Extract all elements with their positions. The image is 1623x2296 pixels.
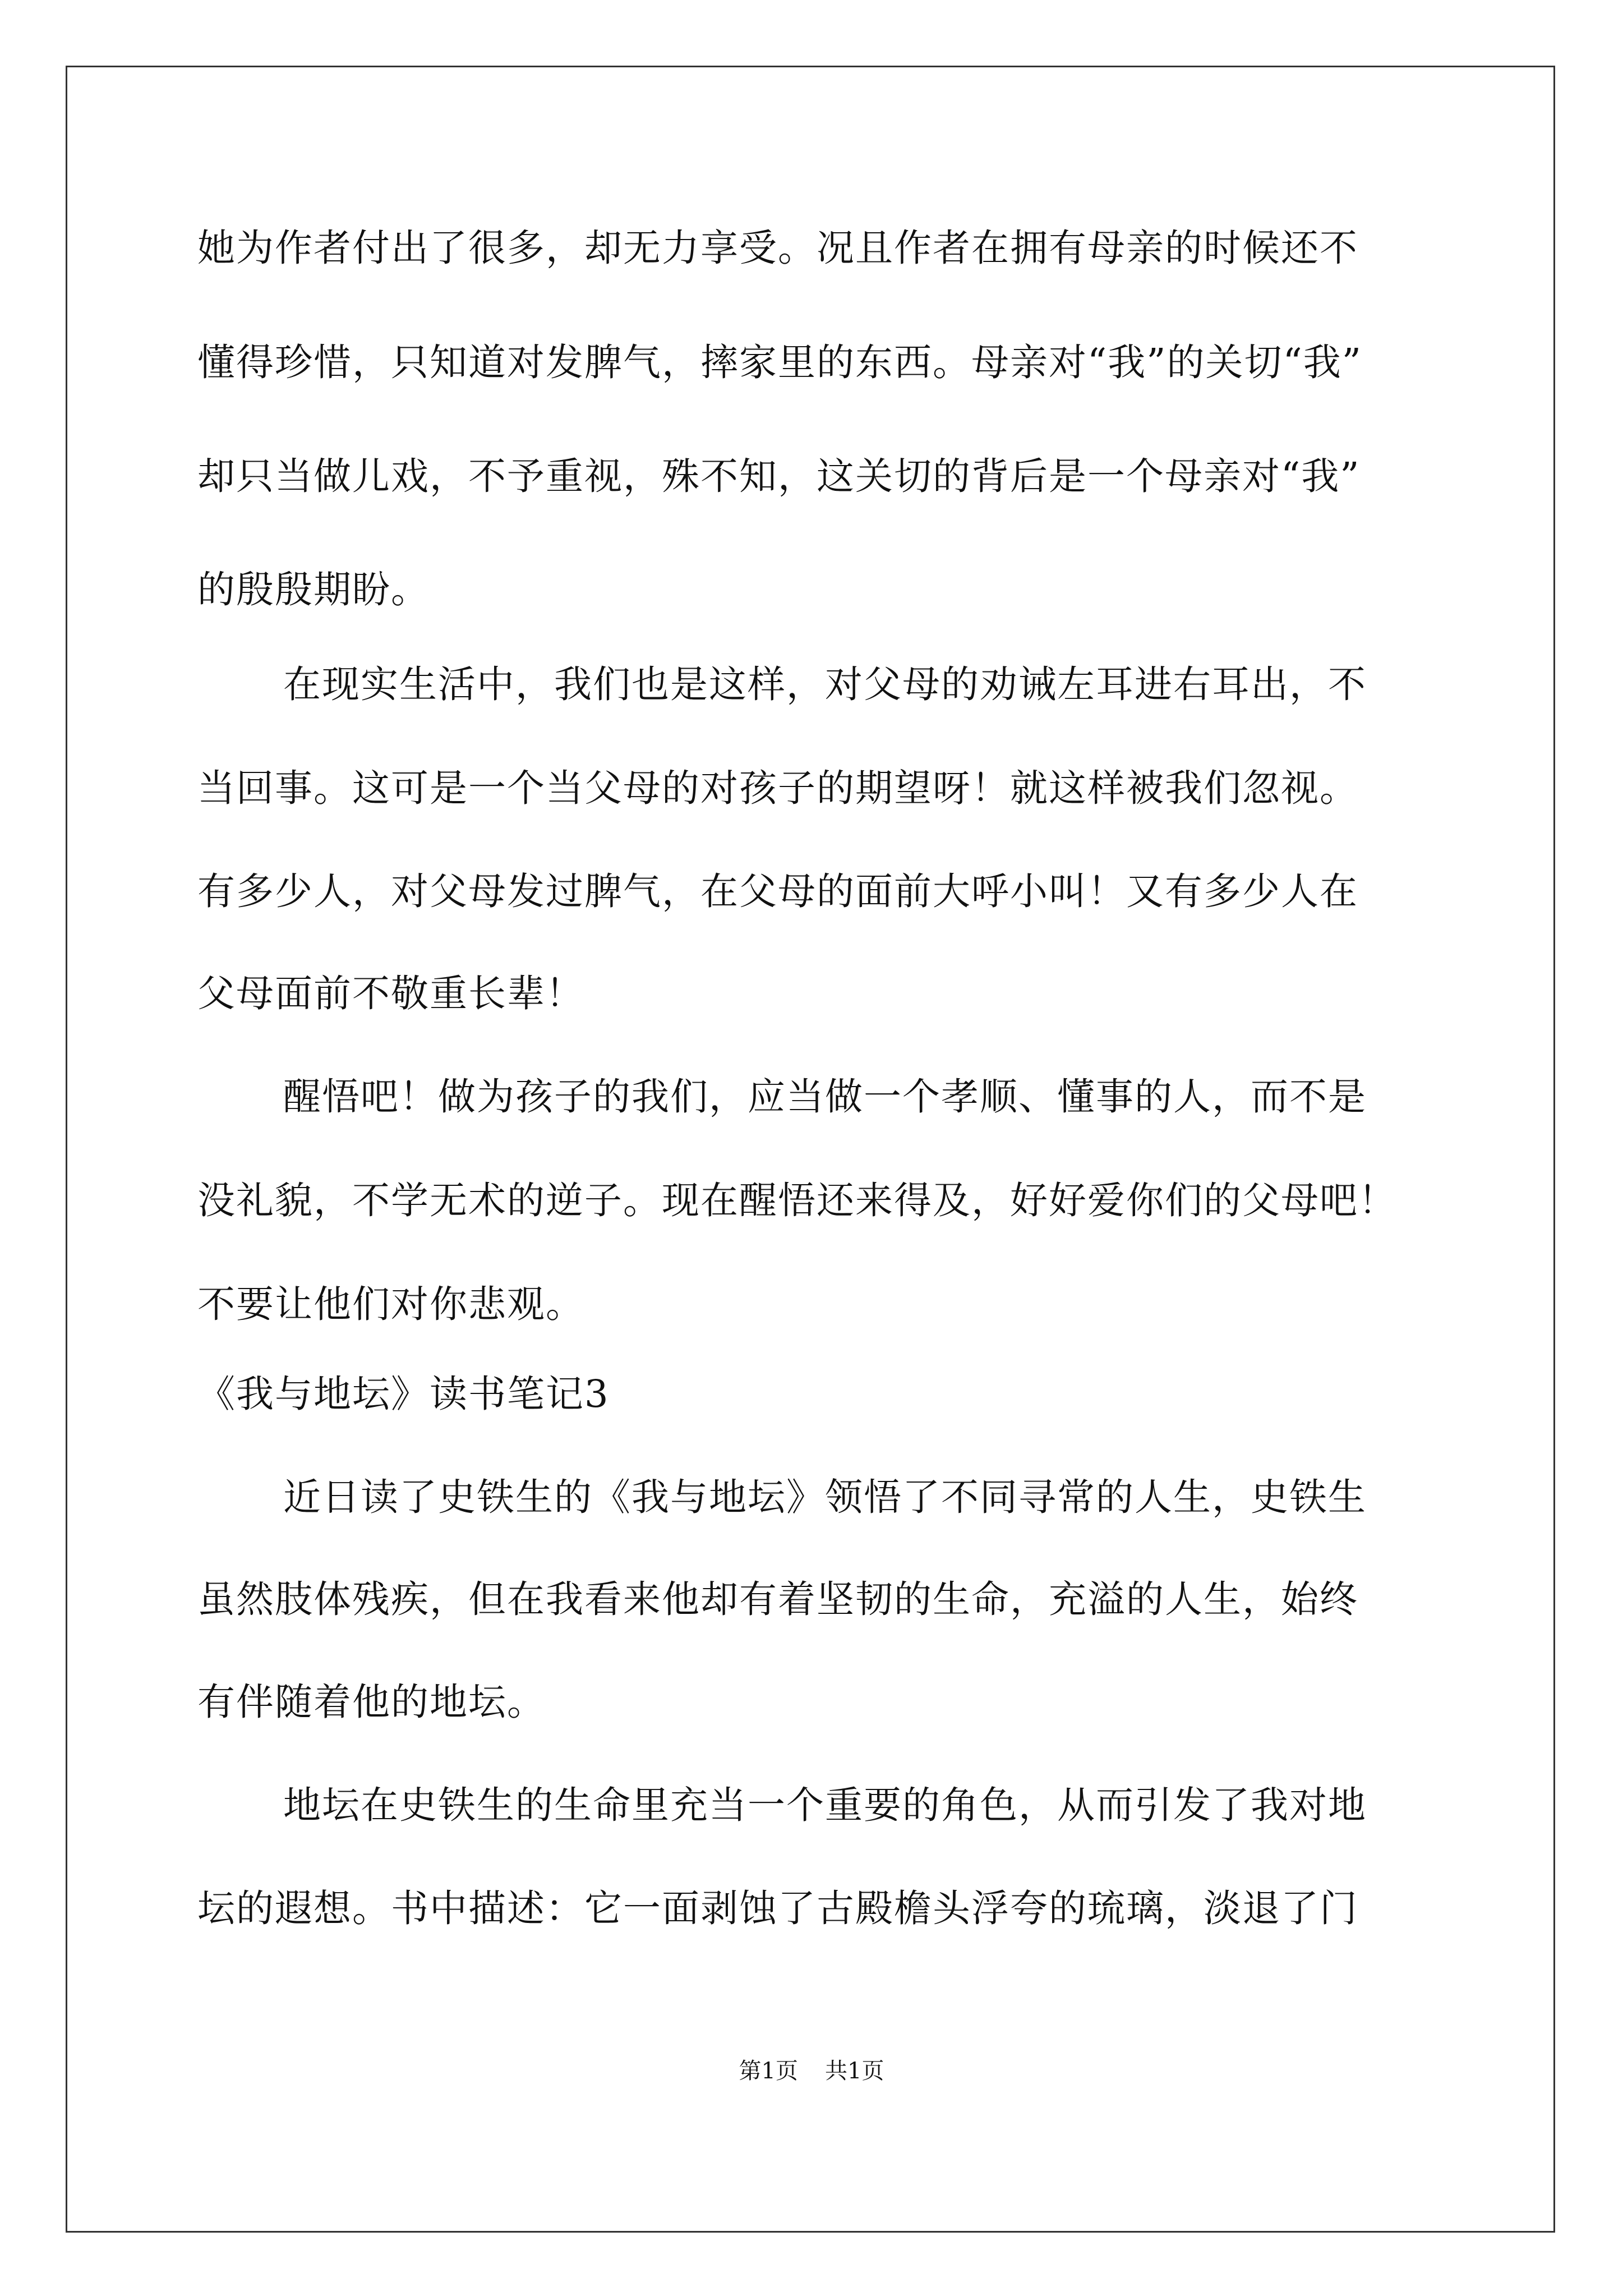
body-line: 当回事。这可是一个当父母的对孩子的期望呀！就这样被我们忽视。 xyxy=(197,766,1358,810)
page-number-total: 共1页 xyxy=(825,2058,884,2084)
body-line: 地坛在史铁生的生命里充当一个重要的角色，从而引发了我对地 xyxy=(283,1783,1367,1827)
page-footer xyxy=(0,2054,1623,2088)
body-line: 醒悟吧！做为孩子的我们，应当做一个孝顺、懂事的人，而不是 xyxy=(283,1075,1367,1119)
body-line: 近日读了史铁生的《我与地坛》领悟了不同寻常的人生，史铁生 xyxy=(283,1475,1367,1519)
body-line: 懂得珍惜，只知道对发脾气，摔家里的东西。母亲对“我”的关切“我” xyxy=(197,341,1363,384)
body-line: 不要让他们对你悲观。 xyxy=(197,1282,584,1326)
body-line: 虽然肢体残疾，但在我看来他却有着坚韧的生命，充溢的人生，始终 xyxy=(197,1577,1358,1621)
body-line: 坛的遐想。书中描述：它一面剥蚀了古殿檐头浮夸的琉璃，淡退了门 xyxy=(197,1887,1358,1930)
body-line: 有多少人，对父母发过脾气，在父母的面前大呼小叫！又有多少人在 xyxy=(197,869,1358,913)
body-line: 在现实生活中，我们也是这样，对父母的劝诫左耳进右耳出，不 xyxy=(283,662,1367,706)
body-line: 的殷殷期盼。 xyxy=(197,568,430,611)
body-line: 没礼貌，不学无术的逆子。现在醒悟还来得及，好好爱你们的父母吧！ xyxy=(197,1179,1397,1222)
body-line: 她为作者付出了很多，却无力享受。况且作者在拥有母亲的时候还不 xyxy=(197,226,1358,270)
body-line: 有伴随着他的地坛。 xyxy=(197,1680,546,1724)
body-line: 却只当做儿戏，不予重视，殊不知，这关切的背后是一个母亲对“我” xyxy=(197,454,1361,498)
section-heading: 《我与地坛》读书笔记3 xyxy=(197,1372,610,1416)
body-line: 父母面前不敬重长辈！ xyxy=(197,972,584,1015)
page-number-current: 第1页 xyxy=(739,2058,798,2084)
